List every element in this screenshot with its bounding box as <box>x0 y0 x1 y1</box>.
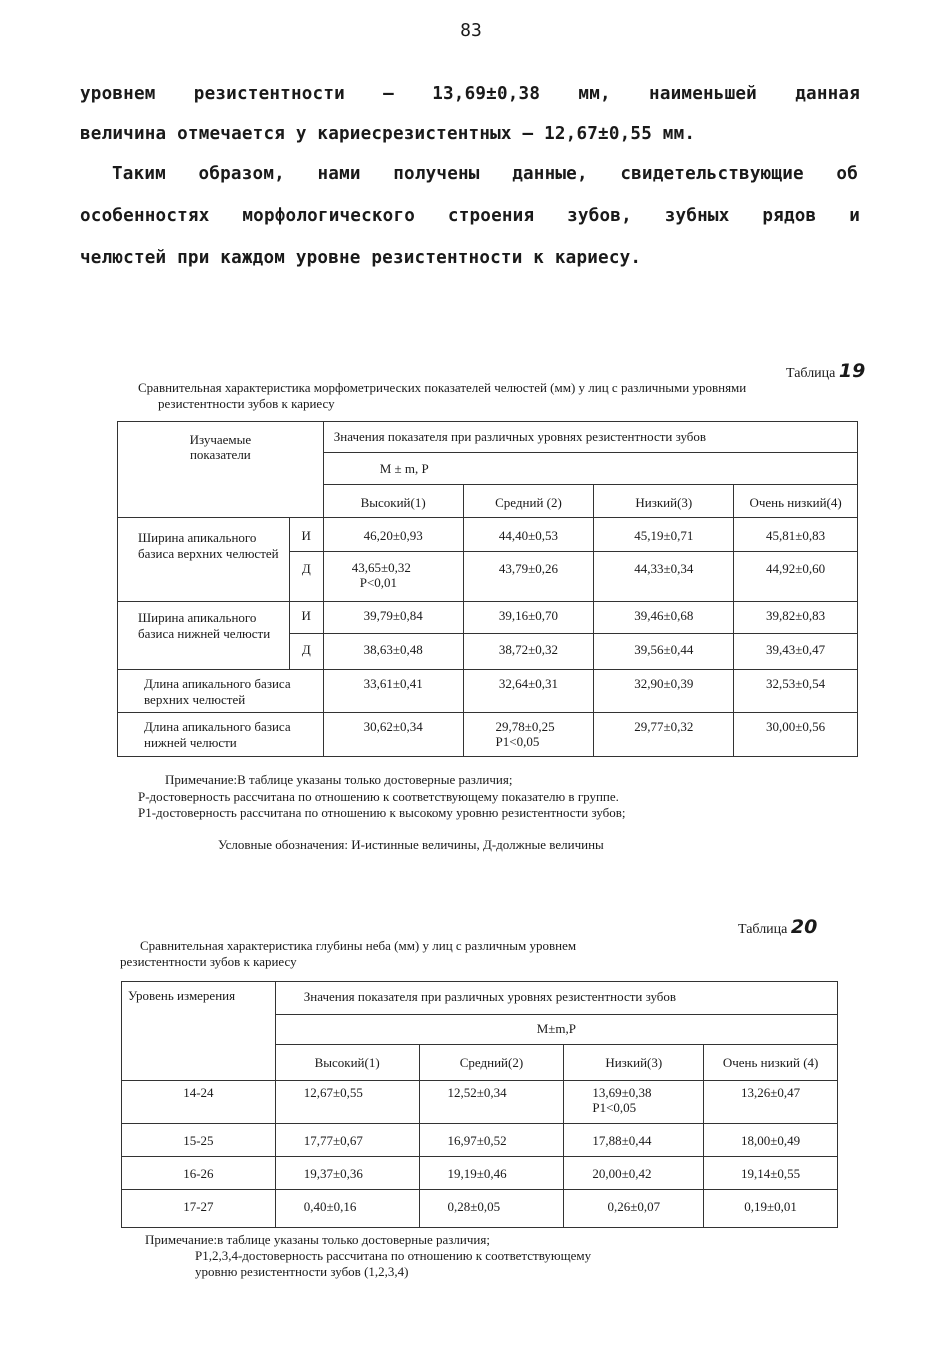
table-19-caption-line: Сравнительная характеристика морфометрических показателей челюстей (мм) у лиц с различными уровнями <box>138 380 747 395</box>
table-20-note: Примечание:в таблице указаны только достоверные различия; <box>145 1232 490 1247</box>
value-cell: 29,77±0,32 <box>594 713 734 757</box>
measure-level: 16-26 <box>122 1157 276 1190</box>
value-cell: 13,26±0,47 <box>704 1081 838 1124</box>
header-parameters: Изучаемые показатели <box>118 422 324 518</box>
value-cell: 30,00±0,56 <box>734 713 858 757</box>
table-20-label <box>738 916 817 938</box>
table-number: 19 <box>838 360 866 382</box>
header-values: Значения показателя при различных уровнях резистентности зубов <box>323 422 857 453</box>
value-cell: 45,81±0,83 <box>734 518 858 552</box>
value-cell: 44,33±0,34 <box>594 552 734 602</box>
measure-level: 17-27 <box>122 1190 276 1228</box>
value-cell: 19,37±0,36 <box>275 1157 419 1190</box>
value-cell: 33,61±0,41 <box>323 670 463 713</box>
value-text: 13,69±0,38 <box>592 1085 652 1100</box>
value-cell: 44,40±0,53 <box>463 518 594 552</box>
level-header: Низкий(3) <box>564 1045 704 1081</box>
value-cell: 0,26±0,07 <box>564 1190 704 1228</box>
measure-level: 15-25 <box>122 1124 276 1157</box>
header-stat: M±m,P <box>275 1015 837 1045</box>
value-cell: 17,88±0,44 <box>564 1124 704 1157</box>
level-header: Высокий(1) <box>323 485 463 518</box>
paragraph-line: Таким образом, нами получены данные, свидетельствующие об <box>112 164 858 184</box>
paragraph-line: величина отмечается у кариесрезистентных – 12,67±0,55 мм. <box>80 124 696 144</box>
value-cell: 39,16±0,70 <box>463 602 594 634</box>
table-19-note: Р-достоверность рассчитана по отношению к соответствующему показателю в группе. <box>138 789 619 804</box>
header-level: Уровень измерения <box>122 982 276 1081</box>
row-code: Д <box>289 552 323 602</box>
value-cell: 44,92±0,60 <box>734 552 858 602</box>
level-header: Очень низкий (4) <box>704 1045 838 1081</box>
level-header: Средний(2) <box>419 1045 564 1081</box>
table-20 <box>121 981 838 1228</box>
level-header: Высокий(1) <box>275 1045 419 1081</box>
value-cell: 19,19±0,46 <box>419 1157 564 1190</box>
value-cell: 32,90±0,39 <box>594 670 734 713</box>
table-20-caption-line: резистентности зубов к кариесу <box>120 954 297 969</box>
value-cell: 32,53±0,54 <box>734 670 858 713</box>
level-header: Средний (2) <box>463 485 594 518</box>
value-cell: 39,56±0,44 <box>594 634 734 670</box>
value-cell <box>323 552 463 602</box>
row-code: Д <box>289 634 323 670</box>
value-cell: 39,79±0,84 <box>323 602 463 634</box>
row-code: И <box>289 602 323 634</box>
value-cell: 16,97±0,52 <box>419 1124 564 1157</box>
table-19-label <box>786 360 865 382</box>
value-cell: 0,28±0,05 <box>419 1190 564 1228</box>
table-label-word: Таблица <box>738 922 788 937</box>
value-cell <box>564 1081 704 1124</box>
level-header: Низкий(3) <box>594 485 734 518</box>
value-cell: 30,62±0,34 <box>323 713 463 757</box>
table-20-note: Р1,2,3,4-достоверность рассчитана по отношению к соответствующему <box>195 1248 592 1263</box>
page-number: 83 <box>460 20 482 41</box>
table-19 <box>117 421 858 757</box>
value-cell: 12,52±0,34 <box>419 1081 564 1124</box>
value-cell: 19,14±0,55 <box>704 1157 838 1190</box>
row-name: Длина апикального базиса нижней челюсти <box>118 713 324 757</box>
row-code: И <box>289 518 323 552</box>
value-cell: 0,19±0,01 <box>704 1190 838 1228</box>
paragraph-line: особенностях морфологического строения зубов, зубных рядов и <box>80 206 860 226</box>
table-19-caption-line: резистентности зубов к кариесу <box>158 396 335 411</box>
paragraph-line: челюстей при каждом уровне резистентности к кариесу. <box>80 248 642 268</box>
table-label-word: Таблица <box>786 366 836 381</box>
table-number: 20 <box>790 916 818 938</box>
p-value: P<0,01 <box>359 575 398 590</box>
table-19-note: Р1-достоверность рассчитана по отношению к высокому уровню резистентности зубов; <box>138 805 626 820</box>
value-cell: 46,20±0,93 <box>323 518 463 552</box>
table-19-legend: Условные обозначения: И-истинные величины, Д-должные величины <box>218 837 604 852</box>
value-cell: 32,64±0,31 <box>463 670 594 713</box>
value-cell: 45,19±0,71 <box>594 518 734 552</box>
measure-level: 14-24 <box>122 1081 276 1124</box>
value-cell: 38,63±0,48 <box>323 634 463 670</box>
value-cell: 0,40±0,16 <box>275 1190 419 1228</box>
value-text: 29,78±0,25 <box>495 719 555 734</box>
value-cell: 20,00±0,42 <box>564 1157 704 1190</box>
value-cell: 38,72±0,32 <box>463 634 594 670</box>
value-cell: 18,00±0,49 <box>704 1124 838 1157</box>
paragraph-line: уровнем резистентности – 13,69±0,38 мм, наименьшей данная <box>80 84 860 104</box>
value-cell <box>463 713 594 757</box>
value-cell: 39,46±0,68 <box>594 602 734 634</box>
value-cell: 39,43±0,47 <box>734 634 858 670</box>
table-19-note: Примечание:В таблице указаны только достоверные различия; <box>165 772 513 787</box>
value-cell: 39,82±0,83 <box>734 602 858 634</box>
value-cell: 43,79±0,26 <box>463 552 594 602</box>
value-text: 43,65±0,32 <box>351 560 411 575</box>
p-value: P1<0,05 <box>592 1100 637 1115</box>
header-stat: M ± m, P <box>323 453 857 485</box>
value-cell: 12,67±0,55 <box>275 1081 419 1124</box>
value-cell: 17,77±0,67 <box>275 1124 419 1157</box>
row-name: Длина апикального базиса верхних челюстей <box>118 670 324 713</box>
level-header: Очень низкий(4) <box>734 485 858 518</box>
row-name: Ширина апикального базиса нижней челюсти <box>118 602 290 670</box>
table-20-note: уровню резистентности зубов (1,2,3,4) <box>195 1264 409 1279</box>
p-value: P1<0,05 <box>495 734 540 749</box>
row-name: Ширина апикального базиса верхних челюстей <box>118 518 290 602</box>
header-values: Значения показателя при различных уровнях резистентности зубов <box>275 982 837 1015</box>
table-20-caption-line: Сравнительная характеристика глубины неба (мм) у лиц с различным уровнем <box>140 938 577 953</box>
